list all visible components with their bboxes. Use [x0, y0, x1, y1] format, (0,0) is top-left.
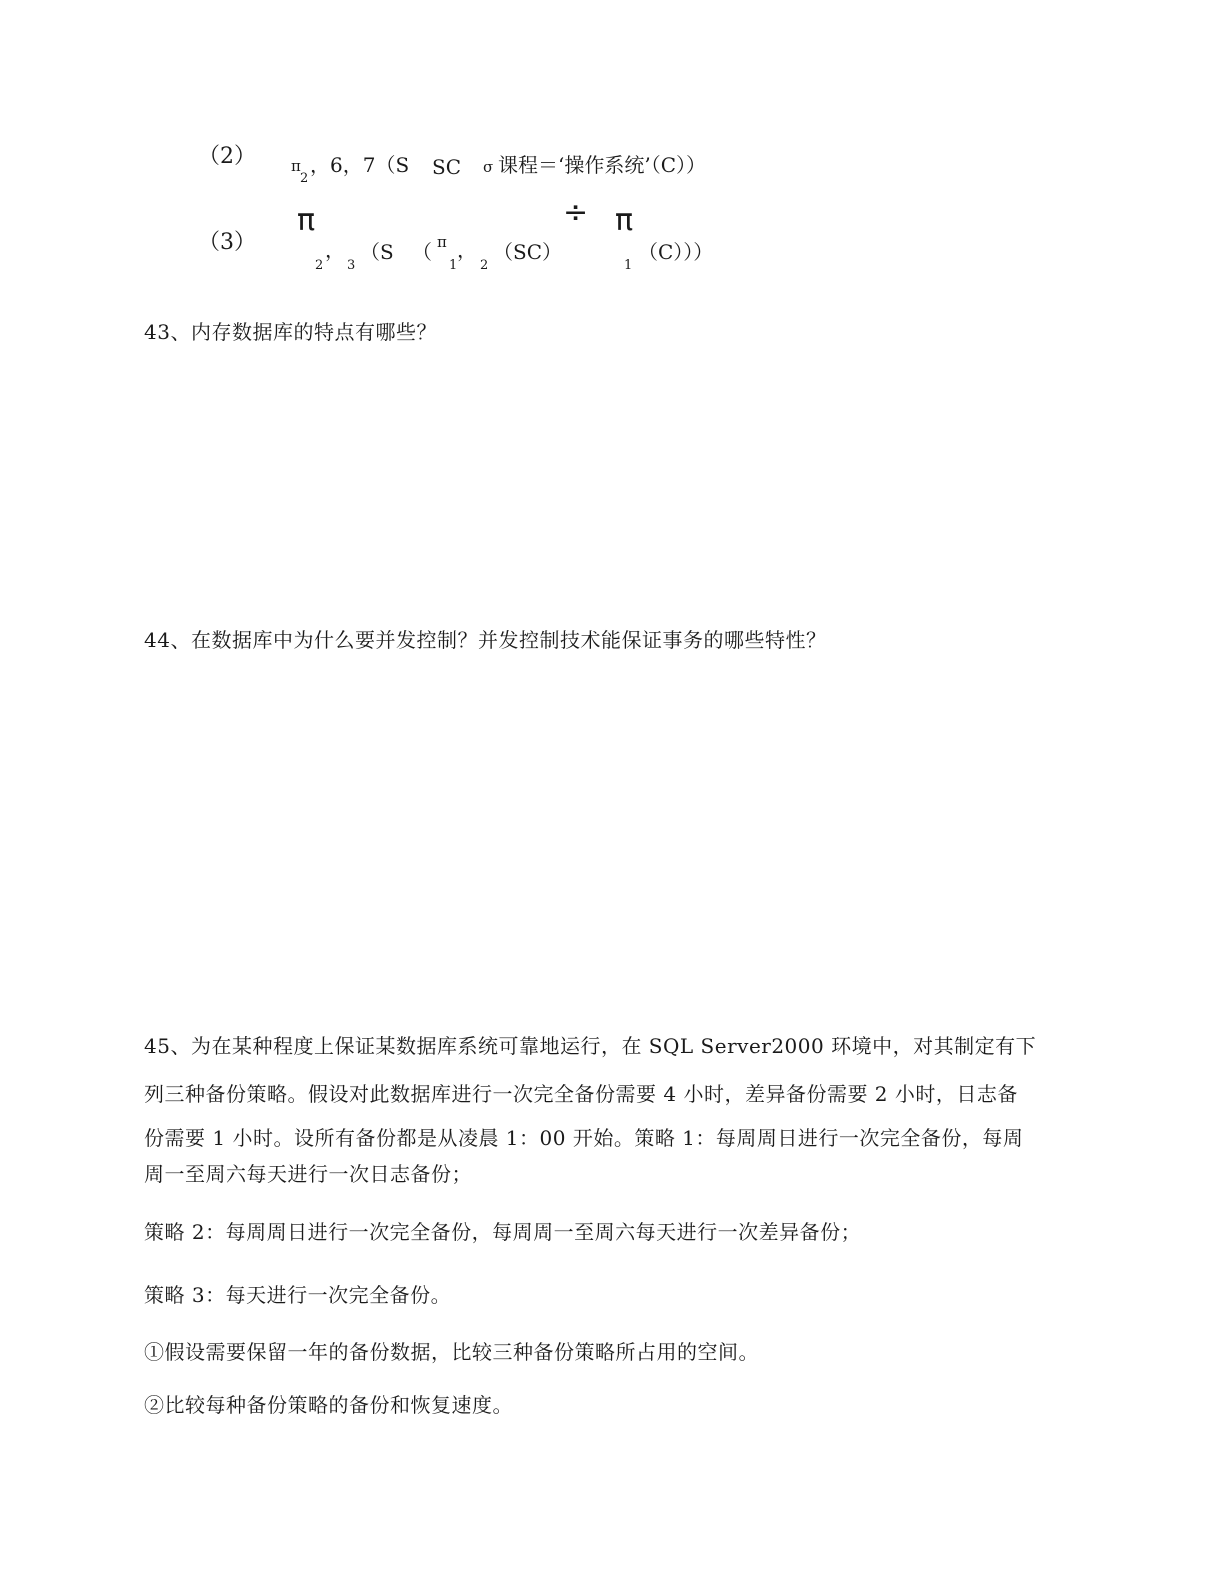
strategy-3: 策略 3：每天进行一次完全备份。 [144, 1283, 452, 1307]
strategy-2: 策略 2：每周周日进行一次完全备份，每周周一至周六每天进行一次差异备份； [144, 1220, 862, 1244]
item3-subscript-2: 2 [315, 258, 324, 273]
item3-sc-relation: （SC） [493, 240, 563, 264]
item2-label: （2） [198, 144, 256, 169]
item3-paren-open: （ [412, 240, 432, 264]
item3-inner-subscript-1: 1 [449, 258, 458, 273]
item3-divisor-projection-symbol: π [615, 203, 634, 238]
item2-selection-symbol: σ [483, 158, 494, 176]
question-44: 44、在数据库中为什么要并发控制？并发控制技术能保证事务的哪些特性？ [144, 628, 827, 652]
item3-inner-subscript-2: 2 [480, 258, 489, 273]
question-45-line-4: 周一至周六每天进行一次日志备份； [144, 1162, 472, 1186]
item3-subscript-3: 3 [347, 258, 356, 273]
item2-projection-symbol: π [291, 157, 301, 175]
item3-label: （3） [198, 230, 256, 255]
question-45-line-2: 列三种备份策略。假设对此数据库进行一次完全备份需要 4 小时，差异备份需要 2 小时，日志备 [144, 1082, 1018, 1106]
item2-attributes: ，6，7（S [310, 153, 410, 177]
item3-inner-projection-symbol: π [437, 233, 447, 251]
sub-question-2: ②比较每种备份策略的备份和恢复速度。 [144, 1393, 513, 1417]
item3-inner-comma: ， [457, 238, 477, 262]
question-43: 43、内存数据库的特点有哪些？ [144, 320, 437, 344]
item3-projection-symbol: π [297, 203, 316, 238]
item3-c-relation: （C））） [638, 240, 714, 264]
item2-sc-relation: SC [432, 155, 462, 179]
item3-divisor-subscript-1: 1 [624, 258, 633, 273]
item2-selection-condition: 课程＝‘操作系统’（C）） [498, 153, 707, 177]
item3-comma: ， [325, 238, 345, 262]
item3-division-symbol: ÷ [563, 195, 589, 230]
question-45-line-3: 份需要 1 小时。设所有备份都是从凌晨 1：00 开始。策略 1：每周周日进行一次完全备份，每周 [144, 1126, 1024, 1150]
question-45-line-1: 45、为在某种程度上保证某数据库系统可靠地运行，在 SQL Server2000 环境中，对其制定有下 [144, 1034, 1037, 1058]
item2-projection-subscript: 2 [300, 171, 309, 186]
item3-s-relation: （S [360, 240, 394, 264]
sub-question-1: ①假设需要保留一年的备份数据，比较三种备份策略所占用的空间。 [144, 1340, 759, 1364]
